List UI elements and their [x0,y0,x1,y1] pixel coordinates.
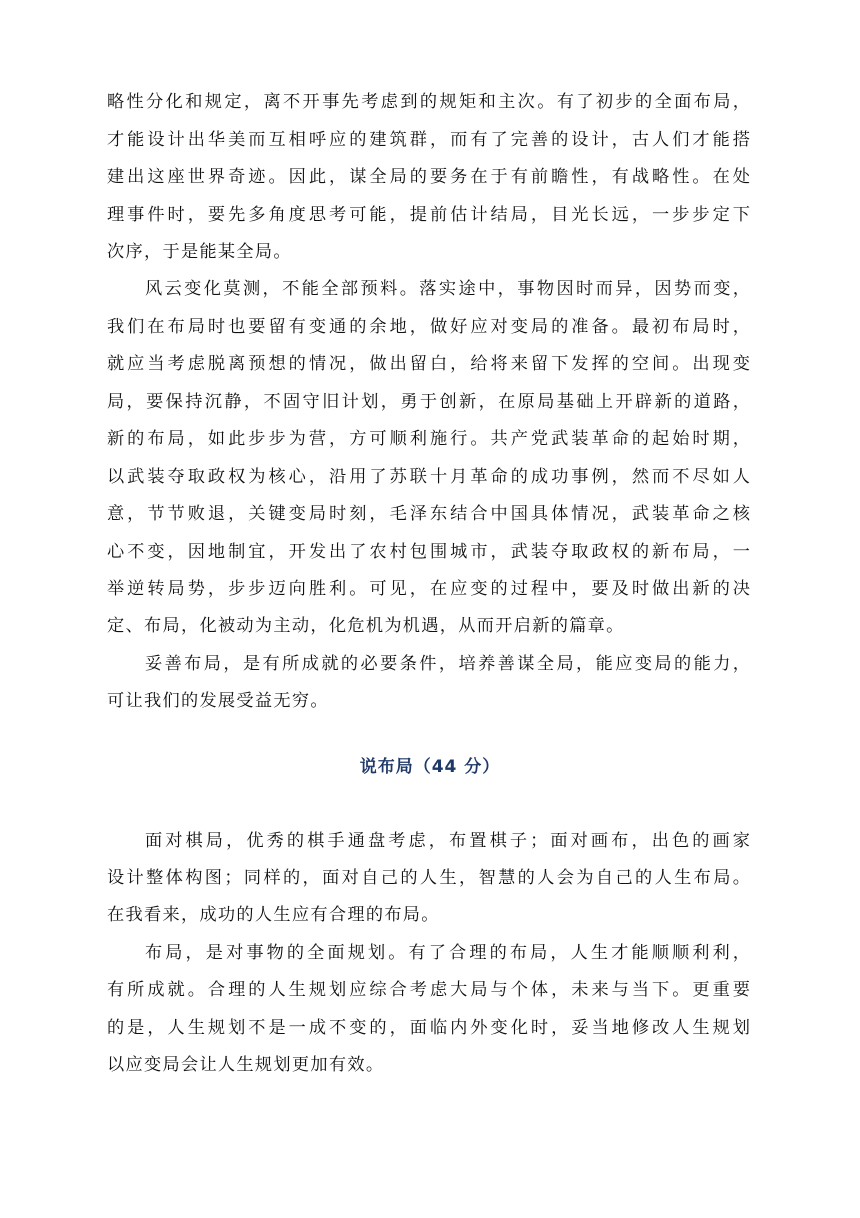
paragraph-first-line: 妥善布局，是有所成就的必要条件，培养善谋全局，能应变局的能力， [145,654,750,674]
text-line: 略性分化和规定，离不开事先考虑到的规矩和主次。有了初步的全面布局， [107,92,750,112]
text-line: 的是，人生规划不是一成不变的，面临内外变化时，妥当地修改人生规划 [107,1018,750,1038]
paragraph-first-line: 布局，是对事物的全面规划。有了合理的布局，人生才能顺顺利利， [145,943,750,963]
text-line: 心不变，因地制宜，开发出了农村包围城市，武装夺取政权的新布局，一 [107,542,750,562]
paragraph-first-line: 风云变化莫测，不能全部预料。落实途中，事物因时而异，因势而变， [145,279,750,299]
text-line: 次序，于是能某全局。 [107,242,292,262]
text-line: 新的布局，如此步步为营，方可顺利施行。共产党武装革命的起始时期， [107,429,750,449]
text-line: 定、布局，化被动为主动，化危机为机遇，从而开启新的篇章。 [107,616,625,636]
text-line: 局，要保持沉静，不固守旧计划，勇于创新，在原局基础上开辟新的道路， [107,392,750,412]
text-line: 设计整体构图；同样的，面对自己的人生，智慧的人会为自己的人生布局。 [107,868,750,888]
text-line: 可让我们的发展受益无穷。 [107,691,329,711]
text-line: 在我看来，成功的人生应有合理的布局。 [107,905,440,925]
text-line: 建出这座世界奇迹。因此，谋全局的要务在于有前瞻性，有战略性。在处 [107,167,750,187]
text-line: 有所成就。合理的人生规划应综合考虑大局与个体，未来与当下。更重要 [107,980,750,1000]
text-line: 理事件时，要先多角度思考可能，提前估计结局，目光长远，一步步定下 [107,205,750,225]
text-line: 就应当考虑脱离预想的情况，做出留白，给将来留下发挥的空间。出现变 [107,354,750,374]
text-line: 意，节节败退，关键变局时刻，毛泽东结合中国具体情况，武装革命之核 [107,504,750,524]
paragraph-first-line: 面对棋局，优秀的棋手通盘考虑，布置棋子；面对画布，出色的画家 [145,831,750,851]
text-line: 才能设计出华美而互相呼应的建筑群，而有了完善的设计，古人们才能搭 [107,130,750,150]
text-line: 我们在布局时也要留有变通的余地，做好应对变局的准备。最初布局时， [107,317,750,337]
text-line: 以武装夺取政权为核心，沿用了苏联十月革命的成功事例，然而不尽如人 [107,467,750,487]
text-line: 举逆转局势，步步迈向胜利。可见，在应变的过程中，要及时做出新的决 [107,579,750,599]
section-heading: 说布局（44 分） [359,757,501,777]
text-line: 以应变局会让人生规划更加有效。 [107,1055,385,1075]
